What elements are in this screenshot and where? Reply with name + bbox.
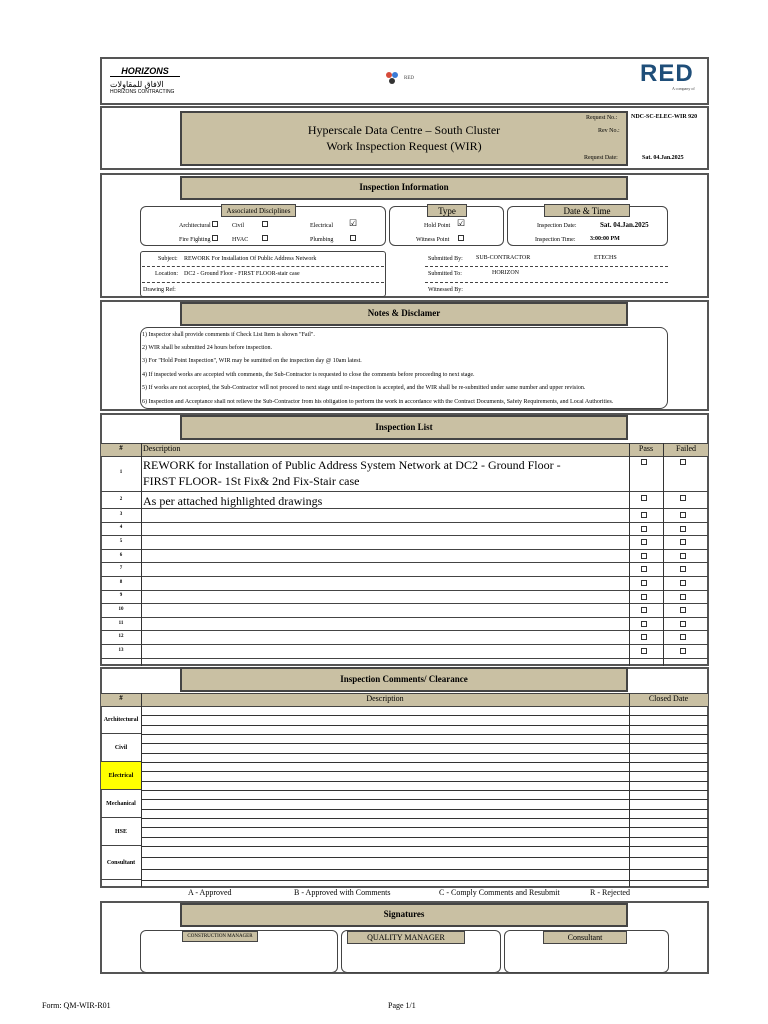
inspection-time-label: Inspection Time: — [535, 237, 576, 243]
horizons-logo-sub: HORIZONS CONTRACTING — [110, 89, 175, 95]
request-no-label: Request No.: — [586, 115, 618, 121]
discipline-plumbing-checkbox[interactable] — [350, 235, 356, 241]
note-item: 6) Inspection and Acceptance shall not relieve the Sub-Contractor from his obligation to perform the work in accordance with the Contract Documents, Safety Requirements, and Local Authorities. — [142, 399, 614, 405]
list-col-num: # — [119, 444, 123, 452]
note-item: 3) For "Hold Point Inspection", WIR may be sumitted on the inspection day @ 10am latest. — [142, 358, 362, 364]
associated-disciplines-label: Associated Disciplines — [221, 204, 296, 217]
hold-point-checkbox[interactable]: ☑ — [457, 218, 466, 228]
horizons-logo-name: HORIZONS — [110, 66, 180, 77]
failed-checkbox[interactable] — [680, 594, 686, 600]
comment-line — [141, 846, 708, 847]
discipline-civil-label: Civil — [232, 223, 245, 229]
column-divider — [629, 443, 630, 666]
quality-manager-label: QUALITY MANAGER — [347, 931, 465, 944]
comment-line — [141, 818, 708, 819]
submitted-by-company: ETECHS — [594, 255, 617, 261]
comment-line — [141, 869, 708, 870]
comment-group-label: Mechanical — [101, 790, 141, 818]
comment-group-label: Civil — [101, 734, 141, 762]
subject-label: Subject: — [158, 256, 178, 262]
list-col-pass: Pass — [638, 444, 654, 453]
comments-col-closed-date: Closed Date — [648, 694, 689, 703]
column-divider — [663, 443, 664, 666]
comment-line — [141, 771, 708, 772]
table-row — [101, 591, 708, 605]
discipline-firefighting-label: Fire Fighting — [179, 237, 211, 243]
comment-line — [141, 753, 708, 754]
table-row — [101, 492, 708, 509]
table-row — [101, 550, 708, 564]
comment-line — [141, 781, 708, 782]
list-col-description: Description — [143, 444, 181, 453]
subject-divider — [142, 266, 384, 267]
logo-row — [100, 57, 709, 105]
comments-title: Inspection Comments/ Clearance — [340, 674, 468, 684]
pass-checkbox[interactable] — [641, 566, 647, 572]
failed-checkbox[interactable] — [680, 607, 686, 613]
column-divider — [141, 693, 142, 887]
failed-checkbox[interactable] — [680, 621, 686, 627]
table-row — [101, 456, 708, 492]
table-row — [101, 645, 708, 659]
construction-manager-label: CONSTRUCTION MANAGER — [182, 931, 258, 942]
comment-line — [141, 837, 708, 838]
footer-page-number: Page 1/1 — [388, 1001, 416, 1010]
horizons-logo-arabic: الافاق للمقاولات — [110, 80, 164, 89]
pass-checkbox[interactable] — [641, 526, 647, 532]
row-number: 7 — [119, 566, 123, 572]
comments-col-description: Description — [366, 694, 404, 703]
row-number: 1 — [119, 470, 123, 475]
pass-checkbox[interactable] — [641, 580, 647, 586]
comment-line — [141, 790, 708, 791]
pass-checkbox[interactable] — [641, 594, 647, 600]
pass-checkbox[interactable] — [641, 621, 647, 627]
comment-line — [141, 827, 708, 828]
submitted-to-divider — [425, 282, 668, 283]
table-row — [101, 563, 708, 577]
failed-checkbox[interactable] — [680, 526, 686, 532]
row-number: 2 — [119, 496, 123, 502]
pass-checkbox[interactable] — [641, 648, 647, 654]
doc-title-line2: Work Inspection Request (WIR) — [326, 139, 482, 153]
comment-line — [141, 734, 708, 735]
comment-group-label: Consultant — [101, 846, 141, 880]
row-number: 12 — [118, 634, 124, 640]
pass-checkbox[interactable] — [641, 634, 647, 640]
submitted-by-value: SUB-CONTRACTOR — [476, 255, 531, 261]
pass-checkbox[interactable] — [641, 553, 647, 559]
red-logo: RED — [640, 60, 694, 87]
failed-checkbox[interactable] — [680, 566, 686, 572]
request-date-label: Request Date: — [584, 155, 618, 161]
drawing-ref-label: Drawing Ref: — [143, 287, 176, 293]
failed-checkbox[interactable] — [680, 459, 686, 465]
discipline-electrical-label: Electrical — [310, 223, 333, 229]
row-number: 8 — [119, 579, 123, 585]
footer-form-number: Form: QM-WIR-R01 — [42, 1001, 111, 1010]
row-description: REWORK for Installation of Public Address System Network at DC2 - Ground Floor - FIRST FLOOR- 1St Fix& 2nd Fix-Stair case — [143, 458, 561, 488]
table-row — [101, 536, 708, 550]
comment-line — [141, 857, 708, 858]
center-logo-icon — [384, 70, 400, 86]
inspection-list-title: Inspection List — [375, 422, 433, 432]
type-label: Type — [427, 204, 467, 217]
failed-checkbox[interactable] — [680, 539, 686, 545]
inspection-list-header-row — [101, 443, 708, 457]
column-divider — [141, 443, 142, 666]
failed-checkbox[interactable] — [680, 495, 686, 501]
column-divider — [629, 693, 630, 887]
row-number: 10 — [118, 606, 124, 612]
pass-checkbox[interactable] — [641, 539, 647, 545]
discipline-electrical-checkbox[interactable]: ☑ — [349, 218, 358, 228]
location-divider — [142, 282, 384, 283]
witness-point-label: Witness Point — [416, 237, 450, 243]
comment-group-label: HSE — [101, 818, 141, 846]
submitted-by-divider — [425, 266, 668, 267]
legend-approved-with-comments: B - Approved with Comments — [294, 888, 391, 897]
witnessed-by-label: Witnessed By: — [428, 287, 463, 293]
location-value: DC2 - Ground Floor - FIRST FLOOR-stair case — [184, 271, 300, 277]
discipline-hvac-label: HVAC — [232, 237, 249, 243]
note-item: 2) WIR shall be submitted 24 hours before inspection. — [142, 345, 273, 351]
comment-line — [141, 880, 708, 881]
doc-title-line1: Hyperscale Data Centre – South Cluster — [307, 123, 501, 137]
row-number: 4 — [119, 525, 123, 531]
row-number: 13 — [118, 647, 124, 653]
discipline-hvac-checkbox[interactable] — [262, 235, 268, 241]
note-item: 4) If inspected works are accepted with comments, the Sub-Contractor is requested to close the comments before proceeding to next stage. — [142, 372, 475, 378]
failed-checkbox[interactable] — [680, 553, 686, 559]
failed-checkbox[interactable] — [680, 512, 686, 518]
comment-line — [141, 725, 708, 726]
inspection-date-value: Sat. 04.Jan.2025 — [600, 221, 649, 229]
rev-no-label: Rev No.: — [598, 128, 620, 134]
row-number: 9 — [119, 593, 123, 599]
failed-checkbox[interactable] — [680, 580, 686, 586]
row-description: As per attached highlighted drawings — [143, 494, 323, 508]
hold-point-label: Hold Point — [424, 223, 451, 229]
consultant-label: Consultant — [543, 931, 627, 944]
discipline-firefighting-checkbox[interactable] — [212, 235, 218, 241]
list-col-failed: Failed — [676, 444, 696, 453]
comments-col-num: # — [119, 694, 123, 702]
comment-line — [141, 715, 708, 716]
witness-point-checkbox[interactable] — [458, 235, 464, 241]
row-number: 5 — [119, 538, 123, 544]
comment-line — [141, 762, 708, 763]
notes-title: Notes & Disclamer — [367, 308, 441, 318]
failed-checkbox[interactable] — [680, 634, 686, 640]
table-row — [101, 509, 708, 523]
subject-value: REWORK For Installation Of Public Address Network — [184, 256, 317, 262]
pass-checkbox[interactable] — [641, 607, 647, 613]
note-item: 5) If works are not accepted, the Sub-Contractor will not proceed to next stage until re-inspection is accepted, and the WIR shall be re-submitted under same number and upper revision. — [142, 385, 586, 391]
pass-checkbox[interactable] — [641, 459, 647, 465]
inspection-time-value: 3:00:00 PM — [590, 236, 620, 242]
red-logo-sub: A company of — [672, 86, 695, 91]
table-row — [101, 604, 708, 618]
submitted-by-label: Submitted By: — [428, 256, 463, 262]
discipline-plumbing-label: Plumbing — [310, 237, 334, 243]
request-date-value: Sat. 04.Jan.2025 — [642, 155, 684, 161]
row-number: 6 — [119, 552, 123, 558]
request-no-value: NDC-SC-ELEC-WIR 920 — [631, 114, 698, 120]
legend-rejected: R - Rejected — [590, 888, 630, 897]
row-number: 11 — [118, 620, 124, 626]
legend-comply-resubmit: C - Comply Comments and Resubmit — [439, 888, 560, 897]
notes-panel — [140, 327, 668, 409]
note-item: 1) Inspector shall provide comments if Check List Item is shown "Fail". — [142, 332, 315, 338]
pass-checkbox[interactable] — [641, 512, 647, 518]
comment-group-label: Electrical — [101, 762, 141, 790]
table-row — [101, 577, 708, 591]
table-row — [101, 523, 708, 537]
submitted-to-label: Submitted To: — [428, 271, 462, 277]
discipline-architectural-checkbox[interactable] — [212, 221, 218, 227]
discipline-civil-checkbox[interactable] — [262, 221, 268, 227]
comment-line — [141, 799, 708, 800]
inspection-info-title: Inspection Information — [359, 182, 449, 192]
pass-checkbox[interactable] — [641, 495, 647, 501]
comment-group-label: Architectural — [101, 706, 141, 734]
center-logo-text: RED — [404, 76, 414, 81]
comment-line — [141, 743, 708, 744]
table-row — [101, 631, 708, 645]
comment-line — [141, 809, 708, 810]
date-time-label: Date & Time — [544, 204, 630, 217]
row-number: 3 — [119, 511, 123, 517]
legend-approved: A - Approved — [188, 888, 232, 897]
location-label: Location: — [155, 271, 178, 277]
submitted-to-value: HORIZON — [492, 270, 519, 276]
signatures-title: Signatures — [383, 909, 425, 919]
table-row — [101, 618, 708, 632]
inspection-date-label: Inspection Date: — [537, 223, 577, 229]
horizons-logo — [110, 66, 180, 95]
failed-checkbox[interactable] — [680, 648, 686, 654]
discipline-architectural-label: Architectural — [179, 223, 211, 229]
